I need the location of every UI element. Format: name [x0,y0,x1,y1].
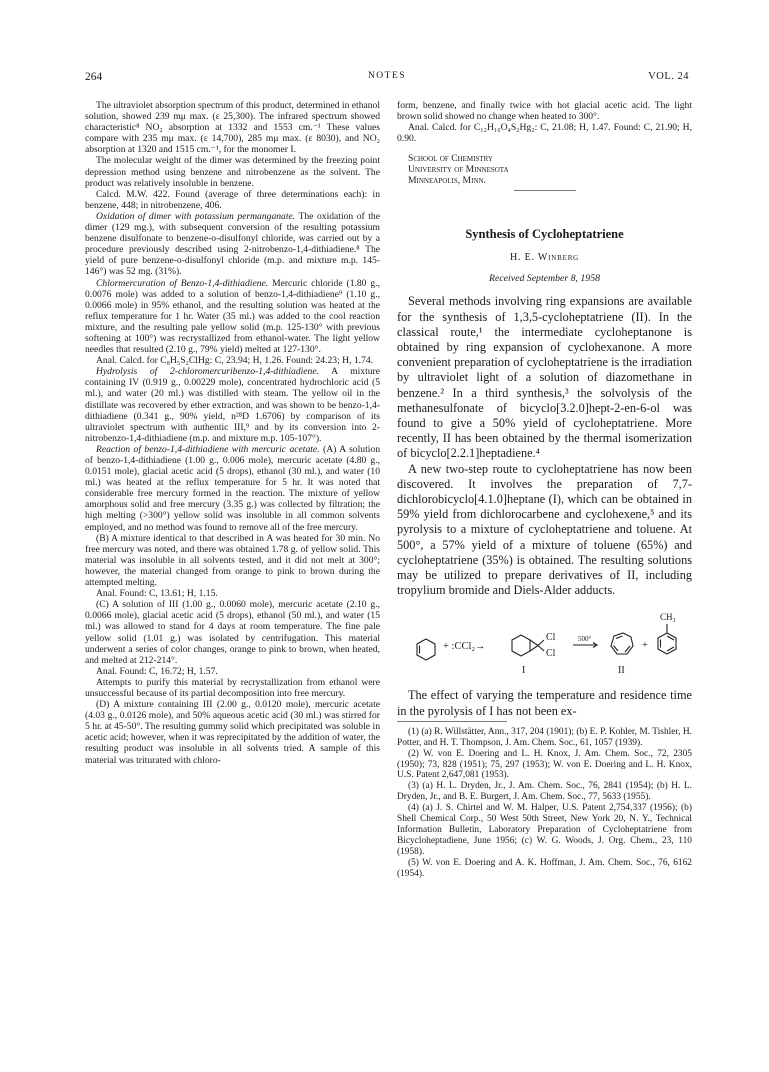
footnote-2: (2) W. von E. Doering and L. H. Knox, J. Am. Chem. Soc., 72, 2305 (1950); 73, 828 (1951); 75, 297 (1953); W. von E. Doering and L. H. Knox, U.S. Patent 2,647,081 (1953). [397,748,692,781]
footnote-divider [397,721,507,722]
scheme-ch3: CH₃ [660,612,676,623]
paragraph-reaction-a [85,444,380,533]
article-title: Synthesis of Cycloheptatriene [465,227,624,242]
paragraph-chlormercuration [85,278,380,356]
paragraph-anal-2: Anal. Found: C, 13.61; H, 1.15. [96,588,218,600]
running-header [85,71,689,87]
footnote-4: (4) (a) J. S. Chirtel and W. M. Halper, U.S. Patent 2,754,337 (1956); (b) Shell Chemical Corp., 50 West 50th Street, New York 20, N. Y., Technical Information Bulletin, Laboratory Preparation of Cycloheptatriene from Bicycloheptadiene, June 1956; (c) W. G. Woods, J. Org. Chem., 23, 110 (1958). [397,803,692,857]
scheme-label-ii: II [618,665,625,677]
paragraph-purify: Attempts to purify this material by recrystallization from ethanol were unsuccessful because of its partial decomposition into free mercury. [85,676,380,699]
page-number: 264 [85,71,103,83]
paragraph-reaction-c: (C) A solution of III (1.00 g., 0.0060 mole), mercuric acetate (2.10 g., 0.0066 mole), glacial acetic acid (5 drops), ethanol (50 ml.), and water (15 ml.) was allowed to stand for 4 days at room temperature. The fine pale yellow solid (1.01 g.) was isolated by centrifugation. This material underwent a series of color changes, orange to pink to brown, when heated, and melted at 212-214°. [85,599,380,666]
footnote-1: (1) (a) R. Willstätter, Ann., 317, 204 (1901); (b) E. P. Kohler, M. Tishler, H. Potter, and H. T. Thompson, J. Am. Chem. Soc., 61, 1057 (1939). [397,726,692,748]
dichlorobicycloheptane-ring [512,635,530,656]
paragraph-molecular-weight: The molecular weight of the dimer was determined by the freezing point depression method using benzene and nitrobenzene as the solvent. The product was relatively insoluble in benzene. [85,155,380,189]
affiliation-line-3: Minneapolis, Minn. [408,175,486,187]
right-column [397,100,692,880]
received-date: Received September 8, 1958 [489,273,600,285]
scheme-reagent: + :CCl₂→ [443,641,486,653]
scheme-cl-bottom: Cl [546,648,556,660]
cyclopropane-bridge [530,640,538,651]
body-paragraph-3: The effect of varying the temperature and residence time in the pyrolysis of I has not been ex- [397,688,692,718]
subhead-chlormercuration: Chlormercuration of Benzo-1,4-dithiadiene. [96,277,269,289]
reaction-a-text: (A) A solution of benzo-1,4-dithiadiene (1.00 g., 0.006 mole), mercuric acetate (4.80 g., 0.0151 mole), glacial acetic acid (5 drops), ethanol (30 ml.), and water (10 ml.) was heated at the reflux temperature for 5 hr. It was noted that considerable free mercury formed in the reaction. The mixture of yellow amorphous solid and free mercury (3.35 g.) was collected by filtration; the high melting (>300°) yellow solid was insoluble in all common solvents employed, and no method was found to remove all of the free mercury. [85,443,380,533]
oxidation-text: The oxidation of the dimer (129 mg.), with subsequent conversion of the resulting potassium benzene disulfonate to benzene-o-disulfonyl chloride, was carried out by a procedure previously described using 2-nitrobenzo-1,4-dithiadiene.⁸ The yield of pure benzene-o-disulfonyl chloride (m.p. and mixture m.p. 145-146°) was 52 mg. (31%). [85,210,380,278]
paragraph-anal-4: Anal. Calcd. for C₁₂H₁₀O₄S₂Hg₂: C, 21.08; H, 1.47. Found: C, 21.90; H, 0.90. [397,122,692,145]
subhead-reaction: Reaction of benzo-1,4-dithiadiene with mercuric acetate. [96,443,320,455]
scheme-cl-top: Cl [546,632,556,644]
paragraph-anal-1: Anal. Calcd. for C₈H₅S₂ClHg: C, 23.94; H, 1.26. Found: 24.23; H, 1.74. [96,355,374,367]
paragraph-continuation: form, benzene, and finally twice with hot glacial acetic acid. The light brown solid showed no change when heated to 300°. [397,100,692,123]
running-title: NOTES [367,71,407,81]
paragraph-oxidation [85,211,380,278]
paragraph-hydrolysis [85,366,380,444]
reaction-scheme [397,600,692,688]
subhead-oxidation: Oxidation of dimer with potassium permanganate. [96,210,296,222]
chlormercuration-text: Mercuric chloride (1.80 g., 0.0076 mole) was added to a solution of benzo-1,4-dithiadiene⁹ (1.10 g., 0.0066 mole) in 95% ethanol, and the resulting solution was heated at the reflux temperature for 1 hr. Water (35 ml.) was added to the cool reaction mixture, and the resulting pale yellow solid (m.p. 125-130° with previous softening at 100°) was recrystallized from ethanol-water. The light yellow needles that resulted (2.10 g., 79% yield) melted at 127-130°. [85,277,380,356]
subhead-hydrolysis: Hydrolysis of 2-chloromercuribenzo-1,4-dithiadiene. [96,366,319,378]
paragraph-reaction-d: (D) A mixture containing III (2.00 g., 0.0120 mole), mercuric acetate (4.03 g., 0.0126 mole), and 50% aqueous acetic acid (30 ml.) was stirred for 5 hr. at 45-50°. The resulting gummy solid which precipitated was soluble in acetic acid; however, when it was reprecipitated by the addition of water, the resulting product was insoluble in all solvents tried. A sample of this material was triturated with chloro- [85,699,380,766]
paragraph-uv-spectrum: The ultraviolet absorption spectrum of this product, determined in ethanol solution, showed 239 mμ max. (ε 25,300). The infrared spectrum showed characteristic⁸ NO₂ absorption at 1332 and 1553 cm.⁻¹ These values compare with 235 mμ max. (ε 14,700), 285 mμ max. (ε 8030), and NO₂ absorption at 1320 and 1515 cm.⁻¹, for the monomer I. [85,100,381,156]
paragraph-anal-3: Anal. Found: C, 16.72; H, 1.57. [96,665,218,677]
article-author: H. E. Winberg [509,252,580,264]
scheme-arrow-label: 500° [578,635,592,644]
paragraph-reaction-b: (B) A mixture identical to that described in A was heated for 30 min. No free mercury was noted, and there was obtained 1.78 g. of yellow solid. This material was insoluble in all solvents tested, and it did not melt at 300°; however, the material changed from orange to pink to brown during the attempted melting. [85,532,380,589]
paragraph-calcd-mw: Calcd. M.W. 422. Found (average of three determinations each): in benzene, 448; in nitrobenzene, 406. [85,188,380,211]
left-column [85,100,380,766]
body-paragraph-2: A new two-step route to cycloheptatriene has now been discovered. It involves the preparation of 7,7-dichlorobicyclo[4.1.0]heptane (I), which can be obtained in 59% yield from dichlorocarbene and cyclohexene,⁵ and its pyrolysis to a mixture of cycloheptatriene and toluene. At 500°, a 57% yield of a mixture of toluene (65%) and cycloheptatriene (35%) is obtained. The resulting solutions may be utilized to prepare derivatives of II, including tropylium bromide and Diels-Alder adducts. [397,461,692,598]
affiliation-line-1: School of Chemistry [408,153,493,165]
scheme-plus: + [642,640,648,652]
affiliation-line-2: University of Minnesota [408,164,509,176]
hydrolysis-text: A mixture containing IV (0.919 g., 0.00229 mole), concentrated hydrochloric acid (5 ml.), and water (20 ml.) was distilled with steam. The yellow oil in the distillate was recovered by ether extraction, and was shown to be benzo-1,4-dithiadiene (0.341 g., 90% yield, n²⁸D 1.6706) by comparison of its ultraviolet spectrum with authentic III,⁹ and by its conversion into 2-nitrobenzo-1,4-dithiadiene (m.p. and mixture m.p. 105-107°). [85,366,380,444]
scheme-label-i: I [522,665,526,677]
footnote-5: (5) W. von E. Doering and A. K. Hoffman, J. Am. Chem. Soc., 76, 6162 (1954). [397,857,692,879]
reaction-scheme-drawing [397,600,692,688]
volume-label: VOL. 24 [648,71,689,82]
section-divider [514,190,576,191]
body-paragraph-1: Several methods involving ring expansions are available for the synthesis of 1,3,5-cycloheptatriene (II). In the classical route,¹ the intermediate cycloheptanone is obtained by ring expansion of cyclohexanone. A more convenient preparation of cycloheptatriene is the irradiation by ultraviolet light of a solution of diazomethane in benzene.² In a third synthesis,³ the solvolysis of the methanesulfonate of bicyclo[3.2.0]hept-2-en-6-ol was found to give a 50% yield of cycloheptatriene. More recently, II has been obtained by the thermal isomerization of bicyclo[2.2.1]heptadiene.⁴ [397,294,692,461]
footnote-3: (3) (a) H. L. Dryden, Jr., J. Am. Chem. Soc., 76, 2841 (1954); (b) H. L. Dryden, Jr., and B. E. Burgert, J. Am. Chem. Soc., 77, 5633 (1955). [397,781,692,803]
